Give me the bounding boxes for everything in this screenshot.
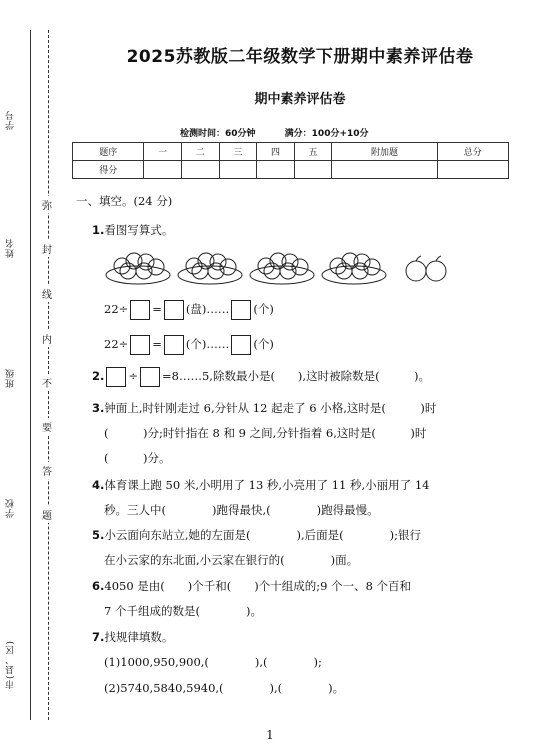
question-4-line: 秒。三人中( )跑得最快,( )跑得最慢。	[104, 503, 379, 517]
seal-char: 线	[42, 285, 52, 302]
question-7-line: (1)1000,950,900,( ),( );	[104, 655, 322, 669]
score-input-cell[interactable]	[437, 161, 508, 179]
field-name: 姓名	[6, 238, 16, 258]
question-5-line: 在小云家的东北面,小云家在银行的( )面。	[104, 553, 359, 567]
answer-box[interactable]	[164, 300, 184, 320]
question-5: 5.小云面向东站立,她的左面是( ),后面是( );银行	[92, 528, 422, 542]
table-row	[73, 143, 509, 161]
answer-box[interactable]	[130, 300, 150, 320]
table-cell: 五	[294, 143, 332, 161]
answer-box[interactable]	[106, 367, 126, 387]
question-4: 4.体育课上跑 50 米,小明用了 13 秒,小亮用了 11 秒,小丽用了 14	[92, 478, 430, 492]
page-number: 1	[266, 728, 274, 742]
question-1	[92, 222, 173, 238]
score-input-cell[interactable]	[219, 161, 257, 179]
answer-box[interactable]	[231, 335, 251, 355]
table-cell: 二	[181, 143, 219, 161]
table-cell: 题序	[73, 143, 144, 161]
plate-icon	[178, 253, 242, 284]
exam-time: 检测时间：60分钟	[180, 129, 256, 139]
answer-box[interactable]	[140, 367, 160, 387]
table-cell: 附加题	[332, 143, 437, 161]
score-input-cell[interactable]	[294, 161, 332, 179]
seal-char: 弥	[42, 196, 52, 213]
question-3-line: ( )分。	[104, 451, 171, 465]
answer-box[interactable]	[164, 335, 184, 355]
binding-margin	[0, 0, 70, 754]
score-input-cell[interactable]	[332, 161, 437, 179]
seal-char: 题	[42, 506, 52, 523]
score-table	[72, 142, 509, 179]
table-cell: 一	[144, 143, 182, 161]
question-7-line: (2)5740,5840,5940,( ),( )。	[104, 681, 345, 695]
field-school: 学校	[6, 498, 16, 518]
question-6: 6.4050 是由( )个千和( )个十组成的;9 个一、8 个百和	[92, 579, 412, 593]
question-number: 1.	[92, 223, 105, 237]
section-heading: 一、填空。(24 分)	[76, 194, 173, 208]
q1-equation-1: 22÷ = (盘)…… (个)	[104, 300, 274, 320]
answer-box[interactable]	[231, 300, 251, 320]
full-score: 满分：100分+10分	[284, 129, 369, 139]
field-city: 市(县、区)	[6, 640, 16, 690]
answer-box[interactable]	[130, 335, 150, 355]
table-cell: 四	[257, 143, 295, 161]
seal-char: 封	[42, 240, 52, 257]
plate-icon	[106, 253, 170, 284]
table-row	[73, 161, 509, 179]
question-text: 看图写算式。	[104, 223, 174, 237]
apple-plates-illustration	[104, 245, 464, 289]
table-cell: 三	[219, 143, 257, 161]
score-input-cell[interactable]	[181, 161, 219, 179]
table-cell: 总分	[437, 143, 508, 161]
question-7: 7.找规律填数。	[92, 630, 174, 644]
seal-char: 内	[42, 330, 52, 347]
q1-equation-2: 22÷ = (个)…… (个)	[104, 335, 274, 355]
seal-char: 不	[42, 374, 52, 391]
table-cell: 得分	[73, 161, 144, 179]
page-title: 2025苏教版二年级数学下册期中素养评估卷	[126, 47, 474, 67]
page-subtitle: 期中素养评估卷	[254, 92, 346, 107]
apple-icon	[406, 256, 446, 281]
score-input-cell[interactable]	[144, 161, 182, 179]
exam-info	[180, 126, 395, 139]
score-input-cell[interactable]	[257, 161, 295, 179]
question-6-line: 7 个千组成的数是( )。	[104, 604, 262, 618]
margin-outer-line	[30, 30, 31, 720]
field-class: 班级	[6, 368, 16, 388]
question-2: 2. ÷ =8……5,除数最小是( ),这时被除数是( )。	[92, 367, 430, 387]
plate-icon	[322, 253, 386, 284]
seal-char: 答	[42, 462, 52, 479]
field-student-id: 学号	[6, 110, 16, 130]
seal-char: 要	[42, 418, 52, 435]
plate-icon	[250, 253, 314, 284]
question-3: 3.钟面上,时针刚走过 6,分针从 12 起走了 6 小格,这时是( )时	[92, 401, 437, 415]
question-3-line: ( )分;时针指在 8 和 9 之间,分针指着 6,这时是( )时	[104, 426, 427, 440]
